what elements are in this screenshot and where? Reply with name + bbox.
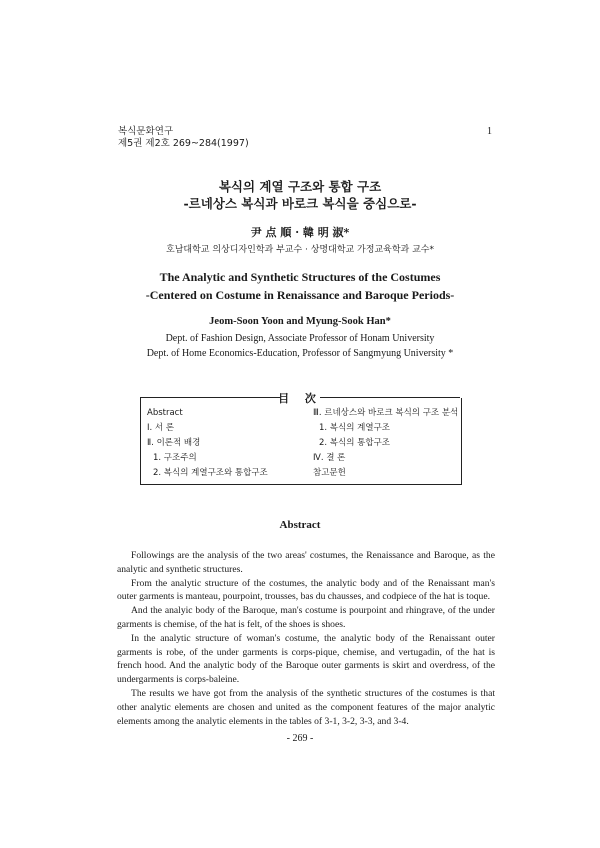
toc-item: 1. 복식의 계열구조 (319, 423, 390, 433)
korean-title-sub: -르네상스 복식과 바로크 복식을 중심으로- (183, 196, 417, 211)
english-title (0, 268, 600, 304)
english-authors: Jeom-Soon Yoon and Myung-Sook Han* (209, 316, 391, 327)
toc-item: 1. 구조주의 (153, 453, 197, 463)
toc-item: 2. 복식의 계열구조와 통합구조 (153, 468, 268, 478)
toc-right-column (313, 406, 458, 481)
toc-left-column (147, 406, 268, 481)
table-of-contents (140, 398, 462, 485)
toc-item: 2. 복식의 통합구조 (319, 438, 390, 448)
english-affiliation (0, 331, 600, 361)
toc-item: Ⅰ. 서 론 (147, 423, 175, 433)
abstract-paragraph: And the analyic body of the Baroque, man's costume is pourpoint and rhingrave, of the under garments is chemise, of the hat is felt, of the shoes is shoes. (117, 605, 495, 630)
english-title-main: The Analytic and Synthetic Structures of the Costumes (159, 270, 441, 284)
journal-issue: 제5권 제2호 269~284(1997) (118, 138, 249, 149)
journal-header (118, 126, 249, 150)
affiliation-en-1: Dept. of Fashion Design, Associate Professor of Honam University (165, 333, 435, 344)
toc-heading: 目 次 (278, 392, 322, 405)
toc-item: Abstract (147, 408, 183, 418)
korean-authors: 尹 点 順 · 韓 明 淑* (250, 226, 350, 239)
page-number-bottom: - 269 - (286, 733, 314, 744)
abstract-paragraph: The results we have got from the analysis of the synthetic structures of the costumes is that other analytic elements are chosen and united as the component features of the major analytic elements among the analytic elements in the tables of 3-1, 3-2, 3-3, and 3-4. (117, 687, 495, 727)
toc-item: Ⅲ. 르네상스와 바로크 복식의 구조 분석 (313, 408, 459, 418)
abstract-paragraph: From the analytic structure of the costumes, the analytic body and of the Renaissant man's outer garments is manteau, pourpoint, trousses, bas du chausses, and codpiece of the hat is toque. (117, 577, 495, 603)
korean-affiliation: 호남대학교 의상디자인학과 부교수 · 상명대학교 가정교육학과 교수* (166, 245, 434, 255)
toc-item: Ⅳ. 결 론 (313, 453, 346, 463)
abstract-paragraph: In the analytic structure of woman's costume, the analytic body of the Renaissant outer garments is robe, of the under garments is corps-pique, chemise, and vertugadin, of the hat is french hood. And the analytic body of the Baroque outer garments is skirt and overdress, of the undergarments is corps-baleine. (117, 632, 495, 686)
abstract-body (117, 549, 495, 728)
toc-item: 참고문헌 (313, 468, 346, 478)
korean-title (0, 178, 600, 212)
page-number-top: 1 (487, 126, 492, 137)
affiliation-en-2: Dept. of Home Economics-Education, Professor of Sangmyung University * (146, 348, 454, 359)
journal-name: 복식문화연구 (118, 126, 174, 137)
korean-title-main: 복식의 계열 구조와 통합 구조 (218, 179, 382, 194)
abstract-paragraph: Followings are the analysis of the two areas' costumes, the Renaissance and Baroque, as the analytic and synthetic structures. (117, 550, 495, 575)
toc-item: Ⅱ. 이론적 배경 (147, 438, 201, 448)
english-title-sub: -Centered on Costume in Renaissance and Baroque Periods- (145, 288, 455, 302)
abstract-heading: Abstract (279, 519, 321, 531)
